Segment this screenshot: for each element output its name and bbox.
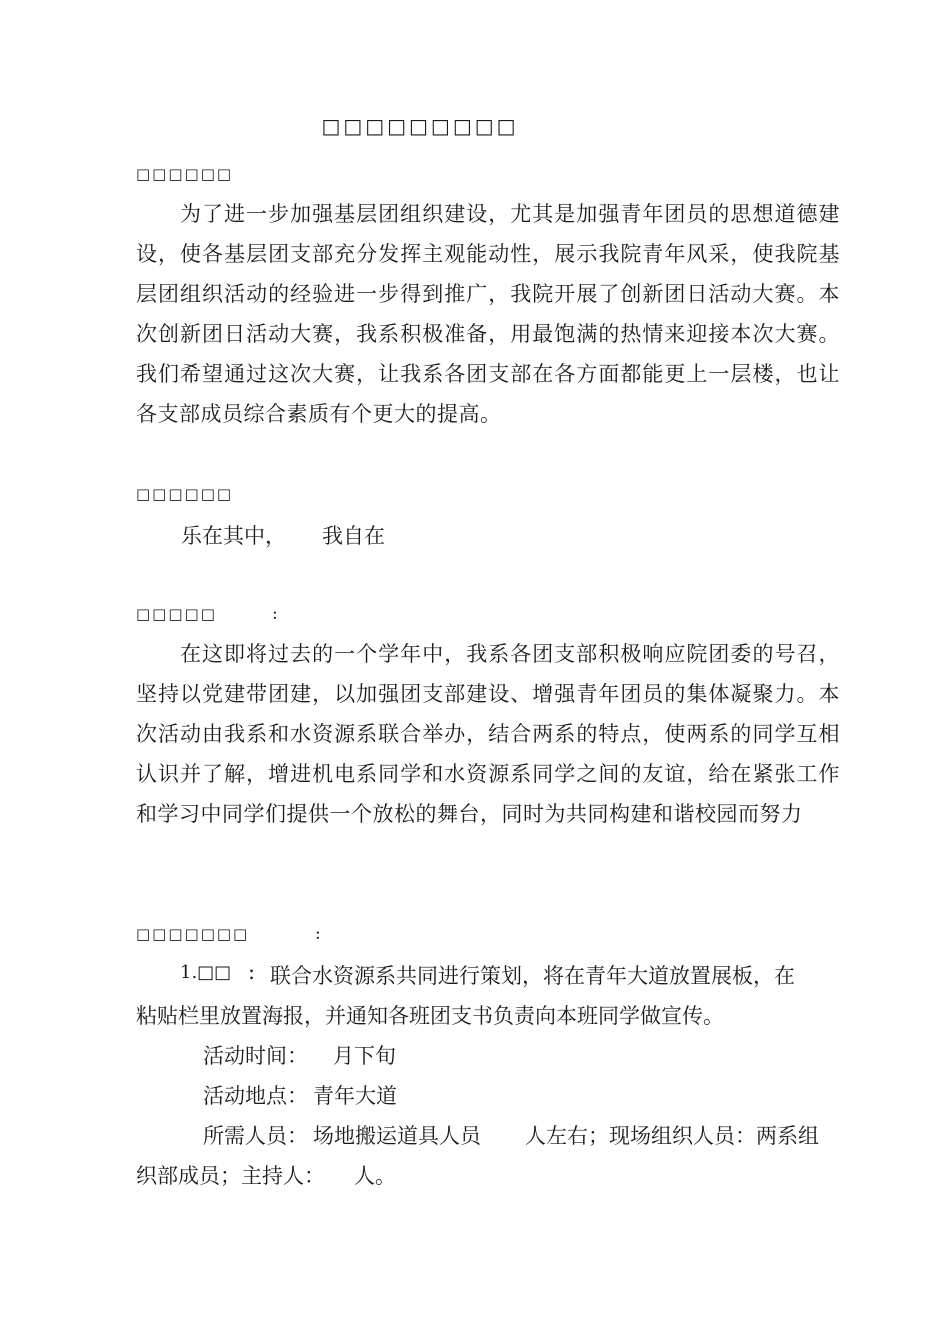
activity-place-label: 活动地点： — [203, 1084, 308, 1108]
section-heading-theme: □□□□□□ — [136, 485, 234, 503]
staff-part2: 人左右；现场组织人员：两系组 — [525, 1124, 819, 1148]
section-heading-background: □□□□□□ — [136, 165, 234, 183]
theme-text-part2: 我自在 — [322, 524, 385, 548]
purpose-paragraph: 在这即将过去的一个学年中，我系各团支部积极响应院团委的号召，坚持以党建带团建，以加强团支部建设、增强青年团员的集体凝聚力。本次活动由我系和水资源系联合举办，结合两系的特点，使两系的同学互相认识并了解，增进机电系同学和水资源系同学之间的友谊，给在紧张工作和学习中同学们提供一个放松的舞台，同时为共同构建和谐校园而努力 — [136, 642, 840, 826]
activity-time-value: 月下旬 — [333, 1044, 396, 1068]
section-heading-arrangement: □□□□□□□ — [136, 925, 250, 943]
background-paragraph: 为了进一步加强基层团组织建设，尤其是加强青年团员的思想道德建设，使各基层团支部充分发挥主观能动性，展示我院青年风采，使我院基层团组织活动的经验进一步得到推广，我院开展了创新团日活动大赛。本次创新团日活动大赛，我系积极准备，用最饱满的热情来迎接本次大赛。我们希望通过这次大赛，让我系各团支部在各方面都能更上一层楼，也让各支部成员综合素质有个更大的提高。 — [136, 202, 840, 426]
activity-time-label: 活动时间： — [203, 1044, 308, 1068]
activity-place-value: 青年大道 — [313, 1084, 397, 1108]
staff-part1: 场地搬运道具人员 — [313, 1124, 481, 1148]
theme-text-part1: 乐在其中， — [181, 524, 286, 548]
item1-line1: 联合水资源系共同进行策划，将在青年大道放置展板，在 — [270, 964, 795, 988]
arrangement-colon: : — [315, 924, 321, 944]
staff-line2-part2: 人。 — [354, 1164, 396, 1188]
item1-line2: 粘贴栏里放置海报，并通知各班团支书负责向本班同学做宣传。 — [136, 1004, 724, 1028]
section-heading-purpose: □□□□□ — [136, 605, 217, 623]
staff-line2-part1: 织部成员；主持人： — [136, 1164, 325, 1188]
staff-label: 所需人员： — [203, 1124, 308, 1148]
item1-colon: : — [248, 960, 256, 984]
purpose-colon: : — [272, 604, 278, 624]
item1-number: 1.□□ — [180, 962, 232, 983]
document-title: □□□□□□□□□ — [321, 114, 519, 138]
